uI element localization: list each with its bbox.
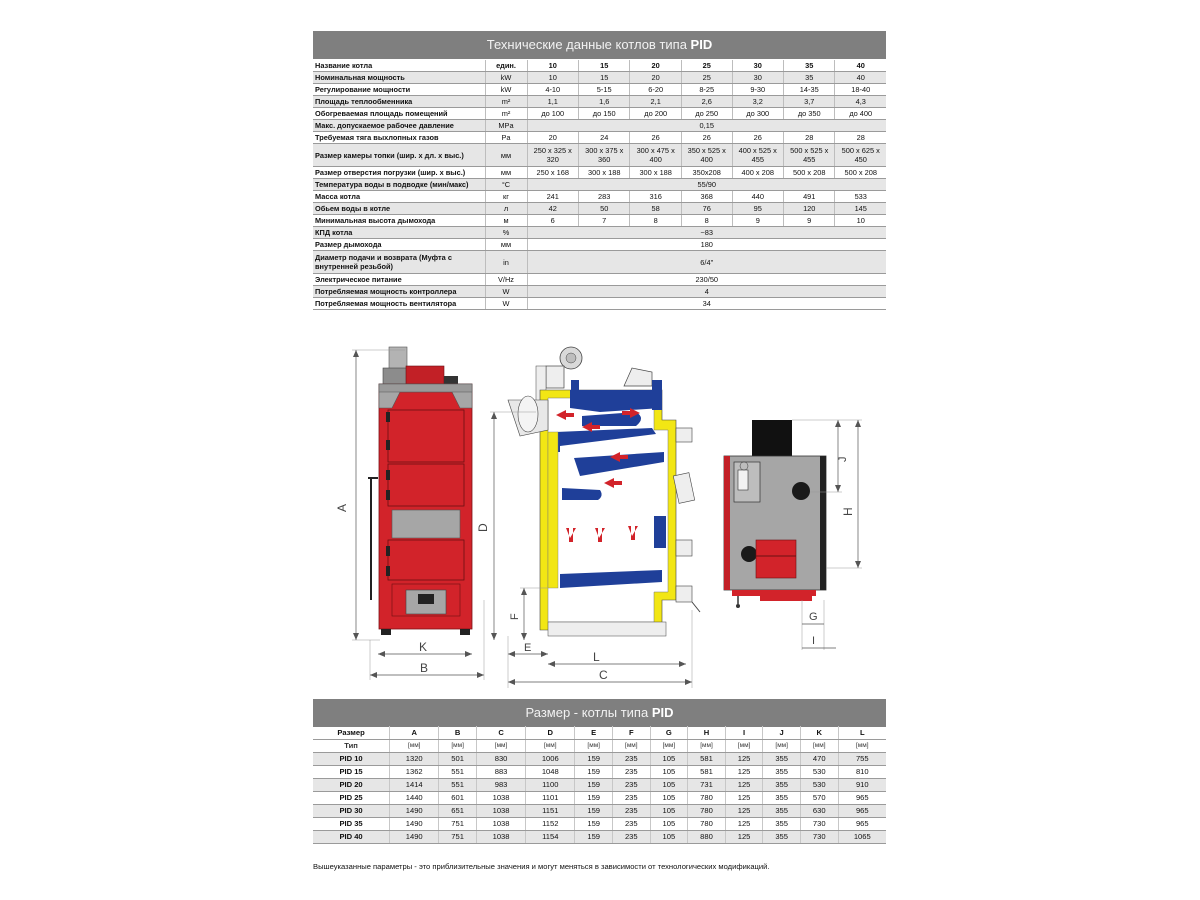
dims-value-cell: 1006 [526, 753, 575, 766]
dims-value-cell: 501 [439, 753, 477, 766]
spec-value: 8 [681, 215, 732, 227]
dims-value-cell: 581 [688, 753, 726, 766]
spec-value: 400 x 525 x 455 [732, 144, 783, 167]
spec-value: 350x208 [681, 167, 732, 179]
spec-value: 9-30 [732, 84, 783, 96]
dims-value-cell: 755 [838, 753, 886, 766]
spec-value: 8 [630, 215, 681, 227]
spec-param-unit: W [485, 286, 527, 298]
spec-param-unit: л [485, 203, 527, 215]
front-view [335, 347, 484, 680]
dims-value-cell: 1362 [390, 766, 439, 779]
dims-value-cell: 105 [650, 805, 688, 818]
dims-unit-cell: [мм] [838, 740, 886, 753]
dims-row [313, 818, 886, 831]
spec-header-cell: 40 [835, 60, 886, 72]
dims-value-cell: 235 [613, 831, 651, 844]
dims-unit-cell: [мм] [688, 740, 726, 753]
spec-value: 35 [784, 72, 835, 84]
dims-value-cell: 159 [575, 766, 613, 779]
spec-value: 250 x 168 [527, 167, 578, 179]
dims-value-cell: 125 [725, 779, 763, 792]
rear-view [724, 420, 862, 650]
spec-value: 440 [732, 191, 783, 203]
dims-row [313, 831, 886, 844]
dims-value-cell: 1038 [476, 818, 525, 831]
dims-header-cell: K [800, 726, 838, 740]
spec-value: 500 x 625 x 450 [835, 144, 886, 167]
spec-value: до 300 [732, 108, 783, 120]
dims-value-cell: 1152 [526, 818, 575, 831]
label-d: D [476, 523, 490, 532]
spec-param-name: Обьем воды в котле [313, 203, 485, 215]
dims-value-cell: 159 [575, 753, 613, 766]
flue-fan [389, 347, 407, 369]
spec-param-unit: Pa [485, 132, 527, 144]
spec-value: 3,2 [732, 96, 783, 108]
dims-value-cell: 530 [800, 779, 838, 792]
flow-outlet [792, 482, 810, 500]
dims-value-cell: 159 [575, 779, 613, 792]
dims-value-cell: 355 [763, 818, 801, 831]
spec-value: 25 [681, 72, 732, 84]
spec-value: 1,1 [527, 96, 578, 108]
dims-value-cell: 105 [650, 753, 688, 766]
spec-param-name: Потребляемая мощность вентилятора [313, 298, 485, 310]
spec-value: 8-25 [681, 84, 732, 96]
spec-value: 15 [578, 72, 629, 84]
spec-value: 250 x 325 x 320 [527, 144, 578, 167]
dims-value-cell: 125 [725, 753, 763, 766]
dims-value-cell: 1048 [526, 766, 575, 779]
spec-value: 95 [732, 203, 783, 215]
dims-header-cell: B [439, 726, 477, 740]
dims-header-cell: H [688, 726, 726, 740]
dims-header-cell: A [390, 726, 439, 740]
spec-value: 40 [835, 72, 886, 84]
dims-row [313, 779, 886, 792]
dims-unit-cell: [мм] [613, 740, 651, 753]
dims-title-bold: PID [651, 705, 674, 720]
dims-value-cell: 355 [763, 753, 801, 766]
dims-value-cell: 1038 [476, 831, 525, 844]
lower-door [388, 540, 464, 580]
dims-value-cell: 355 [763, 766, 801, 779]
spec-value: 76 [681, 203, 732, 215]
spec-value: 2,6 [681, 96, 732, 108]
dims-unit-cell: [мм] [800, 740, 838, 753]
spec-value: 500 x 208 [784, 167, 835, 179]
spec-value: 10 [835, 215, 886, 227]
spec-param-name: Макс. допускаемое рабочее давление [313, 120, 485, 132]
spec-value: 4-10 [527, 84, 578, 96]
dims-type-cell: PID 30 [313, 805, 390, 818]
dims-value-cell: 883 [476, 766, 525, 779]
spec-value: 14-35 [784, 84, 835, 96]
spec-value: 26 [732, 132, 783, 144]
dims-type-cell: PID 20 [313, 779, 390, 792]
spec-value: 368 [681, 191, 732, 203]
spec-value: 9 [732, 215, 783, 227]
dims-value-cell: 730 [800, 831, 838, 844]
dims-value-cell: 551 [439, 779, 477, 792]
dims-header-cell: G [650, 726, 688, 740]
upper-door [388, 410, 464, 462]
footnote: Вышеуказанные параметры - это приблизительные значения и могут меняться в зависимости от технологических модификаций. [313, 862, 770, 871]
spec-param-unit: kW [485, 84, 527, 96]
dims-unit-cell: [мм] [526, 740, 575, 753]
spec-param-unit: % [485, 227, 527, 239]
spec-value: 18-40 [835, 84, 886, 96]
dims-value-cell: 159 [575, 805, 613, 818]
dims-header-cell: L [838, 726, 886, 740]
dims-row [313, 805, 886, 818]
dims-value-cell: 125 [725, 831, 763, 844]
dims-header-cell: D [526, 726, 575, 740]
spec-value: 20 [630, 72, 681, 84]
dims-value-cell: 470 [800, 753, 838, 766]
spec-value: 3,7 [784, 96, 835, 108]
label-b: B [420, 661, 429, 675]
dims-unit-cell: [мм] [476, 740, 525, 753]
dims-unit-cell: [мм] [650, 740, 688, 753]
spec-param-name: КПД котла [313, 227, 485, 239]
spec-value: 120 [784, 203, 835, 215]
spec-header-cell: 15 [578, 60, 629, 72]
spec-value: 6 [527, 215, 578, 227]
dims-value-cell: 105 [650, 766, 688, 779]
return-inlet [741, 546, 757, 562]
dims-value-cell: 983 [476, 779, 525, 792]
spec-value: 500 x 525 x 455 [784, 144, 835, 167]
spec-value: 58 [630, 203, 681, 215]
dims-row [313, 792, 886, 805]
spec-value: 491 [784, 191, 835, 203]
spec-value: 316 [630, 191, 681, 203]
label-e: E [524, 642, 532, 654]
spec-param-name: Номинальная мощность [313, 72, 485, 84]
spec-header-cell: 25 [681, 60, 732, 72]
dims-header-cell: F [613, 726, 651, 740]
spec-value: 24 [578, 132, 629, 144]
spec-value: до 350 [784, 108, 835, 120]
spec-merged-value: 34 [527, 298, 886, 310]
dims-type-cell: PID 25 [313, 792, 390, 805]
spec-value: 400 x 208 [732, 167, 783, 179]
spec-param-name: Потребляемая мощность контроллера [313, 286, 485, 298]
dims-value-cell: 1490 [390, 805, 439, 818]
label-i: I [812, 635, 816, 647]
dims-value-cell: 1490 [390, 818, 439, 831]
spec-merged-value: 0,15 [527, 120, 886, 132]
spec-param-unit: m² [485, 96, 527, 108]
label-g: G [809, 611, 818, 623]
dims-header-size: Размер [313, 726, 390, 740]
dims-header-cell: E [575, 726, 613, 740]
dims-value-cell: 355 [763, 779, 801, 792]
dims-value-cell: 235 [613, 792, 651, 805]
dims-value-cell: 551 [439, 766, 477, 779]
dims-value-cell: 125 [725, 766, 763, 779]
dims-row [313, 753, 886, 766]
section-view [476, 347, 700, 688]
dims-value-cell: 1490 [390, 831, 439, 844]
dims-value-cell: 810 [838, 766, 886, 779]
dims-type-cell: PID 10 [313, 753, 390, 766]
dims-value-cell: 630 [800, 805, 838, 818]
dims-unit-cell: [мм] [575, 740, 613, 753]
dims-type-cell: PID 35 [313, 818, 390, 831]
dims-type-cell: PID 15 [313, 766, 390, 779]
label-j: J [837, 456, 849, 462]
dims-value-cell: 780 [688, 818, 726, 831]
spec-title-bold: PID [690, 37, 713, 52]
spec-value: 26 [630, 132, 681, 144]
dims-title-text: Размер - котлы типа [525, 705, 652, 720]
label-a: A [335, 503, 349, 512]
spec-header-cell: един. [485, 60, 527, 72]
spec-value: 4,3 [835, 96, 886, 108]
dims-unit-cell: [мм] [439, 740, 477, 753]
spec-value: 5-15 [578, 84, 629, 96]
dims-unit-cell: [мм] [390, 740, 439, 753]
spec-value: 533 [835, 191, 886, 203]
spec-param-name: Регулирование мощности [313, 84, 485, 96]
chimney-stub [752, 420, 792, 458]
dims-header-cell: C [476, 726, 525, 740]
label-c: C [599, 668, 608, 682]
dims-unit-cell: [мм] [725, 740, 763, 753]
dims-value-cell: 581 [688, 766, 726, 779]
front-panel [392, 510, 460, 538]
spec-title-text: Технические данные котлов типа [486, 37, 691, 52]
dims-value-cell: 125 [725, 792, 763, 805]
spec-merged-value: 230/50 [527, 274, 886, 286]
dims-value-cell: 1101 [526, 792, 575, 805]
spec-value: 30 [732, 72, 783, 84]
spec-value: до 200 [630, 108, 681, 120]
spec-header-cell: 20 [630, 60, 681, 72]
dims-value-cell: 159 [575, 831, 613, 844]
controller-box [406, 366, 444, 384]
dims-value-cell: 965 [838, 805, 886, 818]
dims-value-cell: 105 [650, 792, 688, 805]
spec-param-unit: мм [485, 167, 527, 179]
dims-value-cell: 1065 [838, 831, 886, 844]
spec-value: 28 [835, 132, 886, 144]
dims-header-row [313, 726, 886, 740]
dims-value-cell: 1038 [476, 805, 525, 818]
spec-param-unit: W [485, 298, 527, 310]
spec-merged-value: 4 [527, 286, 886, 298]
dims-value-cell: 125 [725, 805, 763, 818]
dims-table [313, 726, 886, 844]
spec-param-name: Площадь теплообменника [313, 96, 485, 108]
spec-value: 1,6 [578, 96, 629, 108]
dims-value-cell: 1440 [390, 792, 439, 805]
spec-merged-value: ~83 [527, 227, 886, 239]
spec-value: 10 [527, 72, 578, 84]
spec-param-name: Температура воды в подводке (мин/макс) [313, 179, 485, 191]
spec-value: 300 x 188 [630, 167, 681, 179]
dims-value-cell: 530 [800, 766, 838, 779]
spec-param-name: Размер камеры топки (шир. х дл. х выс.) [313, 144, 485, 167]
spec-value: 50 [578, 203, 629, 215]
spec-value: 300 x 375 x 360 [578, 144, 629, 167]
dims-title [313, 699, 886, 727]
spec-param-unit: in [485, 251, 527, 274]
dims-value-cell: 965 [838, 792, 886, 805]
spec-value: 9 [784, 215, 835, 227]
dims-header-type: Тип [313, 740, 390, 753]
dims-value-cell: 1100 [526, 779, 575, 792]
label-l: L [593, 650, 600, 664]
spec-param-unit: мм [485, 239, 527, 251]
spec-merged-value: 55/90 [527, 179, 886, 191]
dims-value-cell: 1414 [390, 779, 439, 792]
spec-param-name: Размер отверстия погрузки (шир. х выс.) [313, 167, 485, 179]
dims-value-cell: 751 [439, 831, 477, 844]
spec-value: 350 x 525 x 400 [681, 144, 732, 167]
dims-row [313, 766, 886, 779]
dims-value-cell: 125 [725, 818, 763, 831]
spec-param-name: Минимальная высота дымохода [313, 215, 485, 227]
spec-param-name: Масса котла [313, 191, 485, 203]
spec-value: 283 [578, 191, 629, 203]
spec-value: 300 x 475 x 400 [630, 144, 681, 167]
spec-value: 20 [527, 132, 578, 144]
dims-value-cell: 235 [613, 805, 651, 818]
spec-param-unit: °C [485, 179, 527, 191]
dims-value-cell: 355 [763, 792, 801, 805]
label-h: H [841, 507, 855, 516]
spec-param-unit: мм [485, 144, 527, 167]
spec-param-unit: V/Hz [485, 274, 527, 286]
water-jacket-top [570, 390, 662, 412]
spec-header-cell: 10 [527, 60, 578, 72]
spec-value: 42 [527, 203, 578, 215]
dims-value-cell: 780 [688, 792, 726, 805]
dims-value-cell: 730 [800, 818, 838, 831]
dims-unit-cell: [мм] [763, 740, 801, 753]
dims-value-cell: 235 [613, 753, 651, 766]
dims-value-cell: 880 [688, 831, 726, 844]
spec-param-name: Диаметр подачи и возврата (Муфта с внутренней резьбой) [313, 251, 485, 274]
spec-param-name: Электрическое питание [313, 274, 485, 286]
spec-merged-value: 6/4" [527, 251, 886, 274]
spec-param-name: Требуемая тяга выхлопных газов [313, 132, 485, 144]
spec-merged-value: 180 [527, 239, 886, 251]
spec-param-name: Размер дымохода [313, 239, 485, 251]
spec-value: до 400 [835, 108, 886, 120]
dims-value-cell: 651 [439, 805, 477, 818]
dims-value-cell: 235 [613, 779, 651, 792]
dims-value-cell: 159 [575, 818, 613, 831]
spec-value: 500 x 208 [835, 167, 886, 179]
spec-param-unit: кг [485, 191, 527, 203]
dims-value-cell: 780 [688, 805, 726, 818]
label-f: F [509, 613, 521, 620]
dims-value-cell: 355 [763, 805, 801, 818]
dims-value-cell: 235 [613, 818, 651, 831]
spec-value: до 150 [578, 108, 629, 120]
dims-value-cell: 601 [439, 792, 477, 805]
dims-value-cell: 1038 [476, 792, 525, 805]
dims-value-cell: 235 [613, 766, 651, 779]
dims-unit-row [313, 740, 886, 753]
spec-value: до 100 [527, 108, 578, 120]
spec-value: 7 [578, 215, 629, 227]
dims-value-cell: 731 [688, 779, 726, 792]
spec-header-cell: Название котла [313, 60, 485, 72]
spec-header-cell: 30 [732, 60, 783, 72]
spec-param-unit: MPa [485, 120, 527, 132]
dims-value-cell: 355 [763, 831, 801, 844]
spec-value: 2,1 [630, 96, 681, 108]
dims-value-cell: 1151 [526, 805, 575, 818]
dims-value-cell: 570 [800, 792, 838, 805]
spec-param-name: Обогреваемая площадь помещений [313, 108, 485, 120]
dims-value-cell: 910 [838, 779, 886, 792]
spec-value: 241 [527, 191, 578, 203]
spec-value: 26 [681, 132, 732, 144]
label-k: K [419, 640, 428, 654]
dims-header-cell: I [725, 726, 763, 740]
dims-value-cell: 105 [650, 818, 688, 831]
dims-value-cell: 1320 [390, 753, 439, 766]
spec-param-unit: m² [485, 108, 527, 120]
dims-value-cell: 830 [476, 753, 525, 766]
dims-value-cell: 965 [838, 818, 886, 831]
dims-type-cell: PID 40 [313, 831, 390, 844]
dims-value-cell: 751 [439, 818, 477, 831]
spec-value: 145 [835, 203, 886, 215]
spec-header-cell: 35 [784, 60, 835, 72]
dims-header-cell: J [763, 726, 801, 740]
spec-value: 6-20 [630, 84, 681, 96]
spec-value: 300 x 188 [578, 167, 629, 179]
dims-value-cell: 159 [575, 792, 613, 805]
middle-door [388, 464, 464, 506]
spec-value: 28 [784, 132, 835, 144]
spec-value: до 250 [681, 108, 732, 120]
dims-value-cell: 105 [650, 779, 688, 792]
spec-param-unit: м [485, 215, 527, 227]
dims-value-cell: 1154 [526, 831, 575, 844]
spec-param-unit: kW [485, 72, 527, 84]
dims-value-cell: 105 [650, 831, 688, 844]
